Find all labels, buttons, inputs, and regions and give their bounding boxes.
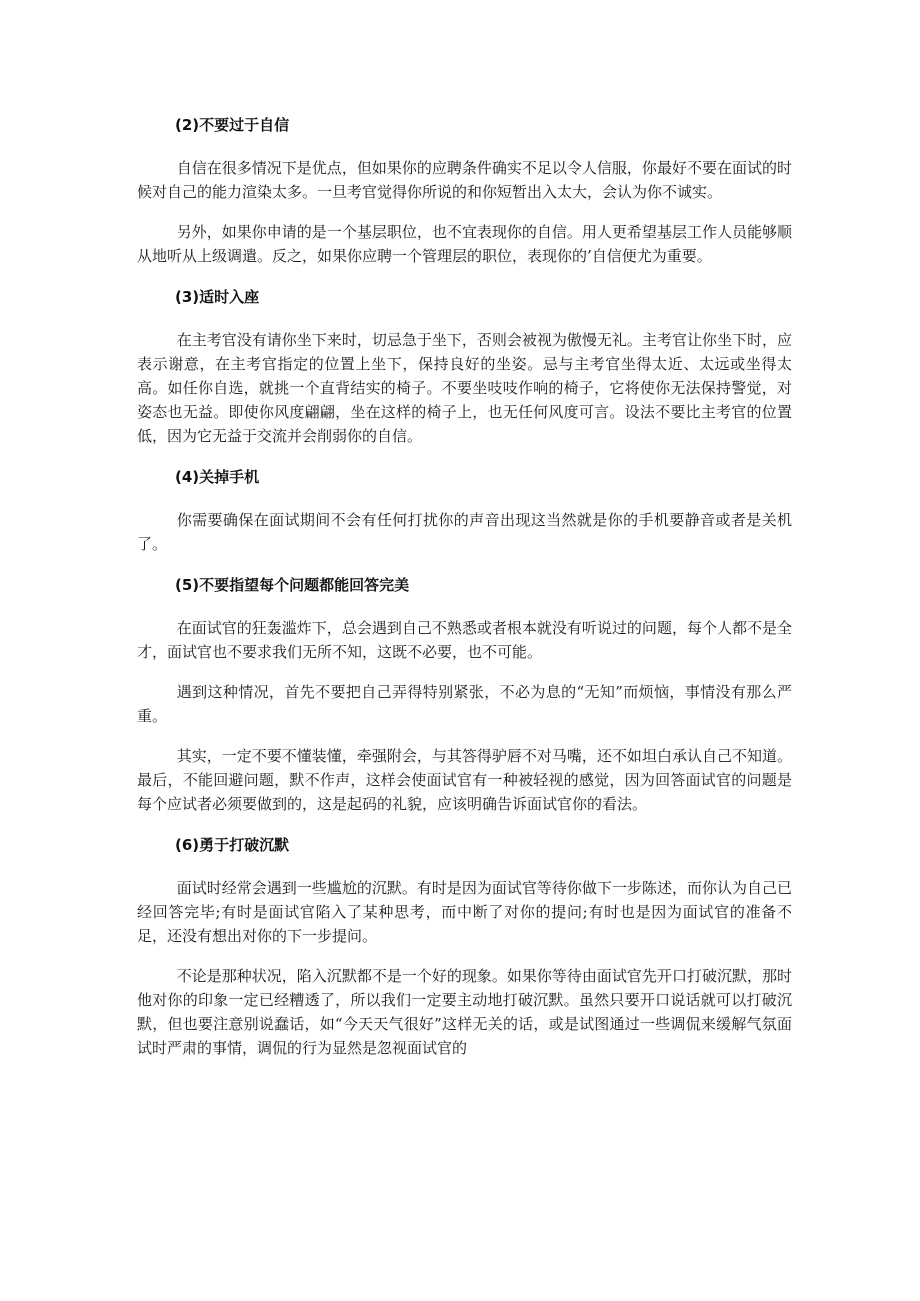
section-heading-3: (3)适时入座 [175, 288, 260, 306]
paragraph: 在面试官的狂轰滥炸下，总会遇到自己不熟悉或者根本就没有听说过的问题，每个人都不是全才，面试官也不要求我们无所不知，这既不必要，也不可能。 [137, 619, 792, 661]
section-heading-2: (2)不要过于自信 [175, 116, 290, 134]
paragraph: 不论是那种状况，陷入沉默都不是一个好的现象。如果你等待由面试官先开口打破沉默，那时他对你的印象一定已经糟透了，所以我们一定要主动地打破沉默。虽然只要开口说话就可以打破沉默，但也要注意别说蠢话，如“今天天气很好”这样无关的话，或是试图通过一些调侃来缓解气氛面试时严肃的事情，调侃的行为显然是忽视面试官的 [137, 967, 792, 1057]
paragraph: 面试时经常会遇到一些尴尬的沉默。有时是因为面试官等待你做下一步陈述，而你认为自己已经回答完毕;有时是面试官陷入了某种思考，而中断了对你的提问;有时也是因为面试官的准备不足，还没有想出对你的下一步提问。 [137, 879, 792, 945]
paragraph: 另外，如果你申请的是一个基层职位，也不宜表现你的自信。用人更希望基层工作人员能够顺从地听从上级调遣。反之，如果你应聘一个管理层的职位，表现你的’自信便尤为重要。 [137, 223, 792, 265]
section-heading-5: (5)不要指望每个问题都能回答完美 [175, 576, 410, 594]
paragraph: 遇到这种情况，首先不要把自己弄得特别紧张，不必为息的“无知”而烦恼，事情没有那么严重。 [137, 683, 792, 725]
section-heading-4: (4)关掉手机 [175, 468, 260, 486]
document-body [137, 112, 792, 1060]
paragraph: 你需要确保在面试期间不会有任何打扰你的声音出现这当然就是你的手机要静音或者是关机了。 [137, 511, 792, 553]
paragraph: 自信在很多情况下是优点，但如果你的应聘条件确实不足以令人信服，你最好不要在面试的时候对自己的能力渲染太多。一旦考官觉得你所说的和你短暂出入太大，会认为你不诚实。 [137, 159, 792, 201]
section-heading-6: (6)勇于打破沉默 [175, 836, 290, 854]
paragraph: 在主考官没有请你坐下来时，切忌急于坐下，否则会被视为傲慢无礼。主考官让你坐下时，应表示谢意，在主考官指定的位置上坐下，保持良好的坐姿。忌与主考官坐得太近、太远或坐得太高。如任你自选，就挑一个直背结实的椅子。不要坐吱吱作响的椅子，它将使你无法保持警觉，对姿态也无益。即使你风度翩翩，坐在这样的椅子上，也无任何风度可言。设法不要比主考官的位置低，因为它无益于交流并会削弱你的自信。 [137, 331, 792, 445]
paragraph: 其实，一定不要不懂装懂，牵强附会，与其答得驴唇不对马嘴，还不如坦白承认自己不知道。最后，不能回避问题，默不作声，这样会使面试官有一种被轻视的感觉，因为回答面试官的问题是每个应试者必须要做到的，这是起码的礼貌，应该明确告诉面试官你的看法。 [137, 747, 792, 813]
